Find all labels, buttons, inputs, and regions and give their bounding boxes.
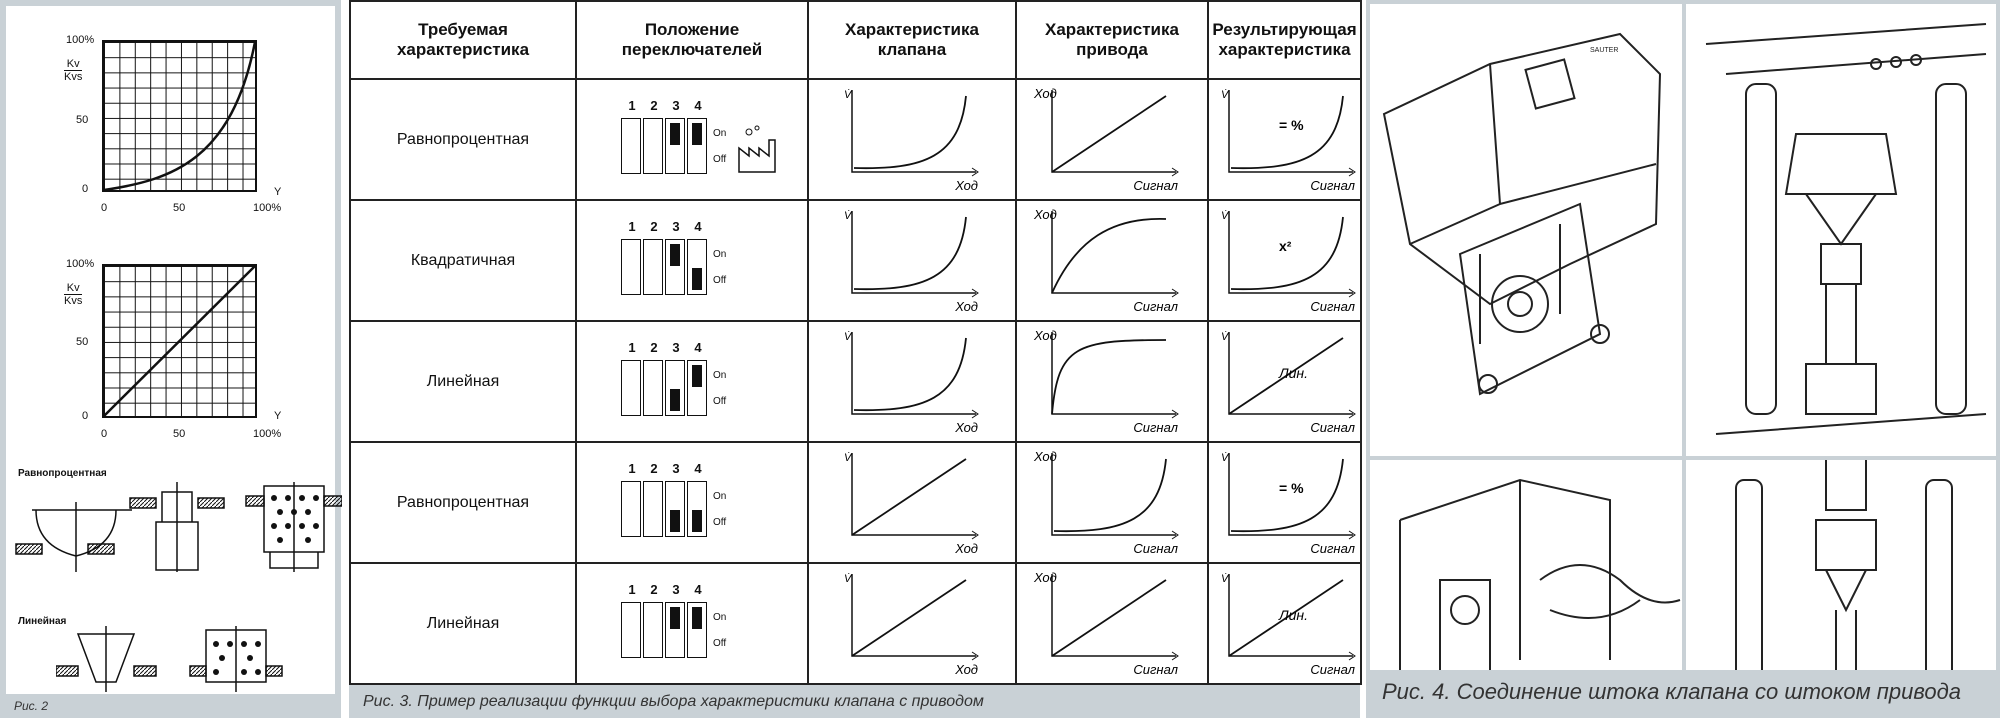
actuator-plot xyxy=(1032,328,1192,436)
required-characteristic: Линейная xyxy=(350,321,576,442)
dip-switch-1[interactable] xyxy=(621,118,641,174)
x-axis-label: Сигнал xyxy=(1310,298,1355,314)
brand-label: SAUTER xyxy=(1590,47,1619,54)
switch-number: 1 xyxy=(628,460,636,476)
switch-number: 1 xyxy=(628,581,636,597)
dip-switch-4[interactable] xyxy=(687,481,707,537)
switch-number: 3 xyxy=(672,339,680,355)
y-axis-label: V̇ xyxy=(844,88,852,101)
on-label: On xyxy=(713,248,727,260)
photo-stem-connection xyxy=(1686,460,1996,678)
switch-knob xyxy=(692,123,702,145)
on-label: On xyxy=(713,490,727,502)
switch-number: 3 xyxy=(672,218,680,234)
x-axis-label: Ход xyxy=(955,419,978,435)
dip-switch-block xyxy=(617,461,767,545)
valve-characteristic-cell xyxy=(808,200,1016,321)
result-label: = % xyxy=(1279,479,1304,496)
axes xyxy=(1052,332,1176,414)
label-equal-percentage: Равнопроцентная xyxy=(18,468,107,479)
valve-characteristic-cell xyxy=(808,321,1016,442)
actuator-characteristic-cell xyxy=(1016,79,1208,200)
switch-knob xyxy=(692,365,702,387)
valve-plot xyxy=(832,207,992,315)
off-label: Off xyxy=(713,274,727,286)
curve-linear xyxy=(102,264,257,418)
curve-fast xyxy=(1052,340,1166,414)
required-characteristic: Линейная xyxy=(350,563,576,684)
switch-position-cell xyxy=(576,321,808,442)
figure-4-caption: Рис. 4. Соединение штока клапана со штоком привода xyxy=(1370,670,1996,714)
y-axis-label: V̇ xyxy=(1221,330,1229,343)
result-plot xyxy=(1209,207,1369,315)
figure-2-caption: Рис. 2 xyxy=(6,694,335,718)
valve-plot xyxy=(832,449,992,557)
result-plot xyxy=(1209,449,1369,557)
y-axis-label: V̇ xyxy=(1221,209,1229,222)
off-label: Off xyxy=(713,153,727,165)
xtick-end: 100% xyxy=(253,202,282,214)
actuator-plot xyxy=(1032,570,1192,678)
characteristic-table xyxy=(349,0,1362,685)
x-axis-label: Сигнал xyxy=(1133,298,1178,314)
actuator-plot xyxy=(1032,449,1192,557)
y-axis-label: Ход xyxy=(1034,206,1057,222)
result-label: x² xyxy=(1279,237,1292,254)
on-label: On xyxy=(713,369,727,381)
switch-number: 1 xyxy=(628,97,636,113)
y-axis-label: Ход xyxy=(1034,569,1057,585)
x-axis-label: Сигнал xyxy=(1310,540,1355,556)
x-axis-label: Сигнал xyxy=(1310,419,1355,435)
y-axis-label: V̇ xyxy=(844,330,852,343)
header-actuator: Характеристика привода xyxy=(1016,1,1208,79)
y-axis-label: V̇ xyxy=(844,451,852,464)
dip-switch-2[interactable] xyxy=(643,360,663,416)
off-label: Off xyxy=(713,395,727,407)
switch-number: 1 xyxy=(628,339,636,355)
ytick-mid: 50 xyxy=(76,114,89,126)
factory-icon xyxy=(735,124,781,174)
dip-switch-4[interactable] xyxy=(687,360,707,416)
ytick-zero: 0 xyxy=(82,410,89,422)
actuator-characteristic-cell xyxy=(1016,321,1208,442)
header-switches: Положение переключателей xyxy=(576,1,808,79)
dip-switch-block xyxy=(617,219,767,303)
curve-lin xyxy=(1052,580,1166,656)
switch-knob xyxy=(670,510,680,532)
dip-switch-1[interactable] xyxy=(621,481,641,537)
switch-number: 4 xyxy=(694,218,702,234)
switch-knob xyxy=(692,510,702,532)
result-plot xyxy=(1209,86,1369,194)
photo-actuator-overview xyxy=(1370,4,1682,456)
curve-lin xyxy=(852,459,966,535)
switch-number: 4 xyxy=(694,339,702,355)
curve-sq xyxy=(1052,218,1166,292)
ratio-label: Kv Kvs xyxy=(64,58,83,83)
valve-plot xyxy=(832,86,992,194)
y-axis-label: V̇ xyxy=(1221,572,1229,585)
photo-hand-mounting xyxy=(1370,460,1682,678)
switch-number: 2 xyxy=(650,97,658,113)
dip-switch-4[interactable] xyxy=(687,239,707,295)
figure-3-panel xyxy=(349,0,1360,718)
switch-position-cell xyxy=(576,79,808,200)
switch-number: 2 xyxy=(650,339,658,355)
switch-knob xyxy=(670,123,680,145)
result-characteristic-cell xyxy=(1208,200,1361,321)
ytick-zero: 0 xyxy=(82,183,89,195)
result-plot xyxy=(1209,570,1369,678)
switch-knob xyxy=(692,268,702,290)
switch-knob xyxy=(692,607,702,629)
result-label: = % xyxy=(1279,116,1304,133)
switch-knob xyxy=(670,607,680,629)
xtick-zero: 0 xyxy=(101,202,108,214)
valve-characteristic-cell xyxy=(808,563,1016,684)
axes xyxy=(1052,211,1176,293)
table-header-row xyxy=(350,1,1361,79)
dip-switch-2[interactable] xyxy=(643,118,663,174)
result-characteristic-cell xyxy=(1208,321,1361,442)
xtick-zero: 0 xyxy=(101,428,108,440)
curve-lin xyxy=(852,580,966,656)
curve-exp xyxy=(1054,459,1166,531)
dip-switch-3[interactable] xyxy=(665,481,685,537)
y-axis-label: Ход xyxy=(1034,85,1057,101)
dip-switch-4[interactable] xyxy=(687,118,707,174)
switch-number: 3 xyxy=(672,581,680,597)
actuator-plot xyxy=(1032,86,1192,194)
x-axis-label: Ход xyxy=(955,540,978,556)
valve-plot xyxy=(832,328,992,436)
dip-switch-1[interactable] xyxy=(621,239,641,295)
dip-switch-2[interactable] xyxy=(643,239,663,295)
switch-position-cell xyxy=(576,563,808,684)
y-axis-label: V̇ xyxy=(1221,88,1229,101)
dip-switch-3[interactable] xyxy=(665,239,685,295)
switch-number: 2 xyxy=(650,218,658,234)
table-row xyxy=(350,442,1361,563)
dip-switch-1[interactable] xyxy=(621,602,641,658)
switch-position-cell xyxy=(576,442,808,563)
required-characteristic: Равнопроцентная xyxy=(350,79,576,200)
dip-switch-3[interactable] xyxy=(665,118,685,174)
switch-number: 1 xyxy=(628,218,636,234)
result-plot xyxy=(1209,328,1369,436)
switch-position-cell xyxy=(576,200,808,321)
on-label: On xyxy=(713,127,727,139)
switch-knob xyxy=(670,389,680,411)
ytick-mid: 50 xyxy=(76,336,89,348)
x-axis-label: Сигнал xyxy=(1133,419,1178,435)
x-axis-label: Сигнал xyxy=(1310,177,1355,193)
xlabel: Y xyxy=(274,186,282,198)
table-row xyxy=(350,200,1361,321)
result-label: Лин. xyxy=(1279,364,1308,381)
result-characteristic-cell xyxy=(1208,442,1361,563)
dip-switch-block xyxy=(617,340,767,424)
switch-number: 3 xyxy=(672,97,680,113)
dip-switch-block xyxy=(617,582,767,666)
dip-switch-1[interactable] xyxy=(621,360,641,416)
valve-characteristic-cell xyxy=(808,442,1016,563)
x-axis-label: Сигнал xyxy=(1133,177,1178,193)
table-row xyxy=(350,563,1361,684)
switch-number: 2 xyxy=(650,581,658,597)
valve-plot xyxy=(832,570,992,678)
curve-exponential xyxy=(102,40,257,192)
figure-3-caption: Рис. 3. Пример реализации функции выбора характеристики клапана с приводом xyxy=(349,685,1360,718)
table-row xyxy=(350,79,1361,200)
on-label: On xyxy=(713,611,727,623)
dip-switch-block xyxy=(617,98,767,182)
y-axis-label: V̇ xyxy=(1221,451,1229,464)
y-axis-label: Ход xyxy=(1034,327,1057,343)
header-required: Требуемая характеристика xyxy=(350,1,576,79)
xlabel: Y xyxy=(274,410,282,422)
x-axis-label: Сигнал xyxy=(1133,661,1178,677)
plug-drawings-equal xyxy=(12,482,342,572)
result-characteristic-cell xyxy=(1208,563,1361,684)
result-label: Лин. xyxy=(1279,606,1308,623)
required-characteristic: Квадратичная xyxy=(350,200,576,321)
header-valve: Характеристика клапана xyxy=(808,1,1016,79)
ratio-label: Kv Kvs xyxy=(64,282,83,307)
off-label: Off xyxy=(713,637,727,649)
dip-switch-2[interactable] xyxy=(643,481,663,537)
x-axis-label: Ход xyxy=(955,177,978,193)
switch-number: 2 xyxy=(650,460,658,476)
switch-number: 4 xyxy=(694,97,702,113)
ytick-top: 100% xyxy=(66,258,95,270)
figure-2-panel xyxy=(0,0,341,718)
off-label: Off xyxy=(713,516,727,528)
plug-drawings-linear xyxy=(56,626,306,692)
x-axis-label: Ход xyxy=(955,661,978,677)
switch-knob xyxy=(670,244,680,266)
curve-exp xyxy=(854,217,966,289)
header-result: Результирующая характеристика xyxy=(1208,1,1361,79)
table-row xyxy=(350,321,1361,442)
curve-lin xyxy=(1052,96,1166,172)
xtick-mid: 50 xyxy=(173,202,186,214)
ytick-top: 100% xyxy=(66,34,95,46)
actuator-characteristic-cell xyxy=(1016,563,1208,684)
x-axis-label: Сигнал xyxy=(1310,661,1355,677)
dip-switch-3[interactable] xyxy=(665,602,685,658)
xtick-mid: 50 xyxy=(173,428,186,440)
y-axis-label: V̇ xyxy=(844,572,852,585)
actuator-plot xyxy=(1032,207,1192,315)
label-linear: Линейная xyxy=(18,616,67,627)
dip-switch-3[interactable] xyxy=(665,360,685,416)
result-characteristic-cell xyxy=(1208,79,1361,200)
y-axis-label: V̇ xyxy=(844,209,852,222)
x-axis-label: Ход xyxy=(955,298,978,314)
switch-number: 4 xyxy=(694,581,702,597)
y-axis-label: Ход xyxy=(1034,448,1057,464)
figure-4-panel xyxy=(1366,0,2000,718)
required-characteristic: Равнопроцентная xyxy=(350,442,576,563)
xtick-end: 100% xyxy=(253,428,282,440)
switch-number: 4 xyxy=(694,460,702,476)
x-axis-label: Сигнал xyxy=(1133,540,1178,556)
curve-exp xyxy=(854,96,966,168)
actuator-characteristic-cell xyxy=(1016,200,1208,321)
actuator-characteristic-cell xyxy=(1016,442,1208,563)
dip-switch-2[interactable] xyxy=(643,602,663,658)
dip-switch-4[interactable] xyxy=(687,602,707,658)
switch-number: 3 xyxy=(672,460,680,476)
photo-coupling-closeup xyxy=(1686,4,1996,456)
valve-characteristic-cell xyxy=(808,79,1016,200)
curve-exp xyxy=(854,338,966,410)
